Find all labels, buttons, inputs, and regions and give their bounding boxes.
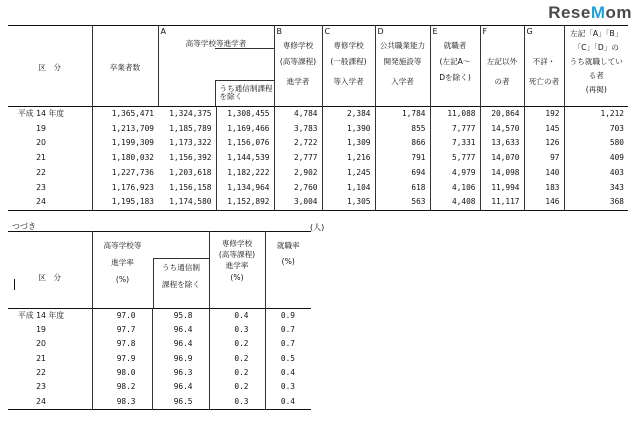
table-cell: 22	[36, 167, 46, 177]
advancement-header-a: A 高等学校等進学者 うち通信制課程を除く	[158, 26, 274, 107]
kubun-header: 区 分	[38, 63, 62, 72]
table-cell: 1,174,580	[169, 197, 212, 207]
table-cell: 14,098	[480, 166, 524, 181]
table-cell: 4,106	[430, 180, 480, 195]
table-row	[8, 107, 628, 122]
table-cell: 3,004	[274, 195, 322, 210]
table-cell: 1,324,375	[169, 109, 212, 119]
table-cell: 2,384	[322, 107, 375, 122]
header-d: D 公共職業能力 開発施設等 入学者	[375, 26, 430, 107]
header-e: E 就職者 (左記A～ Dを除く)	[430, 26, 480, 107]
table-cell: 11,994	[480, 180, 524, 195]
table-cell: 1,308,455	[216, 107, 274, 122]
table-cell: 1,185,789	[169, 123, 212, 133]
continued-label: つづき	[12, 222, 36, 231]
table-cell: 96.4	[152, 380, 209, 394]
table-cell: 0.2	[209, 352, 265, 366]
table-cell: 13,633	[480, 136, 524, 151]
table-row	[8, 122, 628, 137]
special-school-rate-header: 専修学校 (高等課程) 進学率 (%)	[209, 232, 265, 309]
table-row	[8, 352, 311, 366]
table-cell: 11,117	[480, 195, 524, 210]
table-cell: 23	[36, 382, 46, 392]
table-cell: 1,309	[322, 136, 375, 151]
table-cell: 20	[36, 339, 46, 349]
table-cell: 1,227,736	[92, 166, 158, 181]
graduates-header: 卒業者数	[92, 26, 158, 107]
table-cell: 0.4	[265, 366, 311, 380]
table-cell: 19	[36, 123, 46, 133]
table-cell: 22	[36, 368, 46, 378]
table-cell: 24	[36, 197, 46, 207]
table-cell: 618	[375, 180, 430, 195]
table-cell: 14,070	[480, 151, 524, 166]
table-cell: 4,979	[430, 166, 480, 181]
table-cell: 7,331	[430, 136, 480, 151]
table-cell: 20	[36, 138, 46, 148]
header-b: B 専修学校 (高等課程) 進学者	[274, 26, 322, 107]
table-cell: 0.3	[209, 395, 265, 410]
header-h: 左記「A」「B」 「C」「D」の うち就職してい る者 (再掲)	[564, 26, 628, 107]
table-cell: 1,212	[564, 107, 628, 122]
table-cell: 1,784	[375, 107, 430, 122]
header-c: C 専修学校 (一般課程) 等入学者	[322, 26, 375, 107]
table-cell: 98.2	[92, 380, 152, 394]
table-cell: 183	[524, 180, 564, 195]
table-cell: 791	[375, 151, 430, 166]
table-cell: 140	[524, 166, 564, 181]
table-cell: 1,156,158	[169, 182, 212, 192]
table-cell: 20,864	[480, 107, 524, 122]
table-cell: 平成 14 年度	[18, 109, 65, 119]
table-cell: 21	[36, 353, 46, 363]
table-row	[8, 395, 311, 410]
table-row	[8, 151, 628, 166]
table-cell: 2,722	[274, 136, 322, 151]
table-cell: 0.4	[265, 395, 311, 410]
table-cell: 1,305	[322, 195, 375, 210]
table-cell: 97.8	[92, 338, 152, 352]
table-cell: 580	[564, 136, 628, 151]
text-cursor	[14, 279, 15, 290]
table-cell: 192	[524, 107, 564, 122]
table-cell: 97.7	[92, 323, 152, 337]
table2-header-row	[8, 232, 311, 309]
table-row	[8, 180, 628, 195]
table-cell: 平成 14 年度	[18, 310, 65, 320]
table-row	[8, 166, 628, 181]
table-cell: 2,777	[274, 151, 322, 166]
table-cell: 145	[524, 122, 564, 137]
table1-header-row	[8, 26, 628, 107]
table-cell: 1,203,618	[169, 167, 212, 177]
table-cell: 1,156,076	[216, 136, 274, 151]
table-cell: 1,199,309	[92, 136, 158, 151]
table-cell: 343	[564, 180, 628, 195]
table-cell: 1,144,539	[216, 151, 274, 166]
table-cell: 1,173,322	[169, 138, 212, 148]
table-cell: 1,216	[322, 151, 375, 166]
table-cell: 703	[564, 122, 628, 137]
table-cell: 1,152,892	[216, 195, 274, 210]
table-cell: 0.2	[209, 338, 265, 352]
table-cell: 409	[564, 151, 628, 166]
table-cell: 7,777	[430, 122, 480, 137]
table-cell: 2,902	[274, 166, 322, 181]
table-cell: 1,365,471	[92, 107, 158, 122]
table-cell: 1,245	[322, 166, 375, 181]
table-cell: 0.3	[265, 380, 311, 394]
employment-rate-header: 就職率 (%)	[265, 232, 311, 309]
kubun-header-2: 区 分	[38, 273, 62, 282]
table-cell: 0.2	[209, 380, 265, 394]
table-cell: 1,104	[322, 180, 375, 195]
table-cell: 0.3	[209, 323, 265, 337]
table-row	[8, 323, 311, 337]
table-cell: 1,134,964	[216, 180, 274, 195]
table-cell: 19	[36, 325, 46, 335]
table-cell: 0.5	[265, 352, 311, 366]
table-cell: 126	[524, 136, 564, 151]
table-row	[8, 366, 311, 380]
table-cell: 4,784	[274, 107, 322, 122]
table-cell: 14,570	[480, 122, 524, 137]
rates-table	[8, 231, 311, 410]
table-cell: 1,169,466	[216, 122, 274, 137]
table-cell: 0.7	[265, 323, 311, 337]
table-cell: 98.3	[92, 395, 152, 410]
table-row	[8, 338, 311, 352]
table-cell: 1,180,032	[92, 151, 158, 166]
table-cell: 1,156,392	[169, 153, 212, 163]
table-cell: 96.9	[152, 352, 209, 366]
table-cell: 96.3	[152, 366, 209, 380]
table-cell: 855	[375, 122, 430, 137]
table-cell: 0.9	[265, 309, 311, 324]
table-cell: 1,390	[322, 122, 375, 137]
table-cell: 2,760	[274, 180, 322, 195]
table-cell: 97.0	[92, 309, 152, 324]
table-cell: 97	[524, 151, 564, 166]
graduates-table	[8, 25, 628, 211]
resemom-logo: ReseMom	[548, 3, 632, 22]
table-cell: 1,195,183	[92, 195, 158, 210]
table-row	[8, 309, 311, 324]
table-cell: 866	[375, 136, 430, 151]
header-f: F 左記以外 の者	[480, 26, 524, 107]
table-cell: 368	[564, 195, 628, 210]
table-cell: 24	[36, 396, 46, 406]
table-cell: 1,213,709	[92, 122, 158, 137]
table-cell: 98.0	[92, 366, 152, 380]
table-row	[8, 380, 311, 394]
table-cell: 96.5	[152, 395, 209, 410]
table-cell: 97.9	[92, 352, 152, 366]
table-cell: 3,783	[274, 122, 322, 137]
table-cell: 96.4	[152, 338, 209, 352]
table-cell: 11,088	[430, 107, 480, 122]
table-cell: 0.2	[209, 366, 265, 380]
table-cell: 4,408	[430, 195, 480, 210]
table-cell: 21	[36, 153, 46, 163]
table-cell: 23	[36, 182, 46, 192]
table-cell: 403	[564, 166, 628, 181]
table-cell: 96.4	[152, 323, 209, 337]
table-row	[8, 136, 628, 151]
table-cell: 146	[524, 195, 564, 210]
table-cell: 0.7	[265, 338, 311, 352]
table-cell: 1,182,222	[216, 166, 274, 181]
table-cell: 694	[375, 166, 430, 181]
header-g: G 不詳・ 死亡の者	[524, 26, 564, 107]
unit-label: (人)	[310, 223, 325, 232]
table-cell: 95.8	[152, 309, 209, 324]
table-cell: 5,777	[430, 151, 480, 166]
table-row	[8, 195, 628, 210]
table-cell: 0.4	[209, 309, 265, 324]
table-cell: 563	[375, 195, 430, 210]
table-cell: 1,176,923	[92, 180, 158, 195]
hs-rate-header: 高等学校等 進学率 (%) うち通信制 課程を除く	[92, 232, 209, 309]
